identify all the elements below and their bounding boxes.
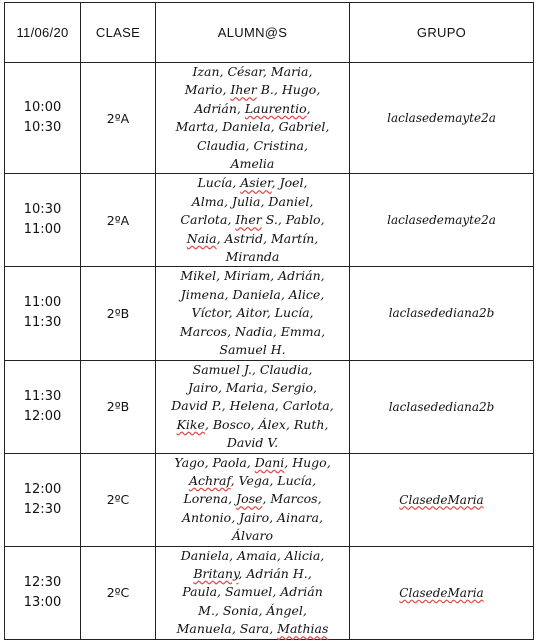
flagged-name: Asier <box>240 175 272 191</box>
table-row <box>5 267 534 360</box>
time-end: 11:00 <box>23 222 62 238</box>
student-names-text: , Joel, <box>271 175 308 191</box>
student-names-text: S., Pablo, <box>261 212 325 228</box>
table-row <box>5 174 534 267</box>
grupo-name: ClasedeMaria <box>399 492 484 507</box>
header-row <box>5 3 534 63</box>
flagged-name: Kike <box>176 416 205 432</box>
header-grupo: GRUPO <box>350 3 534 63</box>
student-names-text: Yago, Paola, <box>174 454 255 470</box>
grupo-cell <box>350 267 534 360</box>
student-names-text: David V. <box>226 435 279 451</box>
table-row <box>5 546 534 639</box>
flagged-name: Naia <box>186 230 217 246</box>
student-names-text: Mario, <box>184 82 231 98</box>
clase-cell: 2ºA <box>81 174 156 267</box>
clase-cell: 2ºC <box>81 546 156 639</box>
clase-cell: 2ºC <box>81 453 156 546</box>
student-names-text: Adrián, <box>194 100 245 116</box>
student-names-text: B., Hugo, <box>256 82 321 98</box>
table-row <box>5 63 534 174</box>
grupo-name: laclasedemayte2a <box>387 213 496 228</box>
alumnos-cell <box>156 267 350 360</box>
student-names-text: Lorena, <box>183 491 237 507</box>
time-start: 12:30 <box>23 574 62 590</box>
header-alumnos: ALUMN@S <box>156 3 350 63</box>
clase-cell: 2ºB <box>81 360 156 453</box>
student-names-text: Víctor, Aitor, Lucía, <box>191 305 314 321</box>
student-names-text: , Vega, Lucía, <box>230 472 317 488</box>
student-names-text: Samuel H. <box>219 342 286 358</box>
student-names-text: Paula, Samuel, Adrián <box>182 584 323 600</box>
grupo-cell <box>350 546 534 639</box>
time-cell <box>5 453 81 546</box>
student-names-text: Claudia, Cristina, <box>197 137 308 153</box>
clase-cell: 2ºB <box>81 267 156 360</box>
student-names-text: Daniela, Amaia, Alicia, <box>180 547 325 563</box>
time-start: 11:00 <box>23 295 62 311</box>
header-date: 11/06/20 <box>5 3 81 63</box>
student-names-text: Mikel, Miriam, Adrián, <box>180 268 325 284</box>
student-names-text: Marta, Daniela, Gabriel, <box>175 119 330 135</box>
grupo-cell <box>350 360 534 453</box>
student-names-text: , Hugo, <box>284 454 331 470</box>
text-cursor-mark <box>4 631 9 637</box>
time-end: 12:00 <box>23 408 62 424</box>
schedule-table <box>4 2 534 640</box>
table-row <box>5 360 534 453</box>
flagged-name: Jose <box>236 491 263 507</box>
student-names-text: Lucía, <box>197 175 241 191</box>
table-row <box>5 453 534 546</box>
student-names-text: Amelia <box>230 156 275 172</box>
flagged-name: Iher <box>230 82 257 98</box>
student-names-text: Samuel J., Claudia, <box>192 361 313 377</box>
student-names-text: Álvaro <box>231 528 274 544</box>
alumnos-cell <box>156 546 350 639</box>
student-names-text: , Bosco, Álex, Ruth, <box>204 416 329 432</box>
student-names-text: Antonio, Jairo, Ainara, <box>182 509 323 525</box>
student-names-text: M., Sonia, Ángel, <box>198 602 307 618</box>
time-start: 11:30 <box>23 388 62 404</box>
student-names-text: , <box>306 100 311 116</box>
alumnos-cell <box>156 174 350 267</box>
student-names-text: Manuela, Sara, <box>176 621 278 637</box>
grupo-cell <box>350 453 534 546</box>
time-cell <box>5 360 81 453</box>
time-start: 10:00 <box>23 100 62 116</box>
student-names-text: Jimena, Daniela, Alice, <box>180 286 325 302</box>
clase-cell: 2ºA <box>81 63 156 174</box>
time-cell <box>5 267 81 360</box>
time-end: 11:30 <box>23 315 62 331</box>
flagged-name: Britany <box>193 565 239 581</box>
flagged-name: Dani <box>254 454 285 470</box>
time-cell <box>5 174 81 267</box>
grupo-name: laclasedediana2b <box>388 399 495 414</box>
flagged-name: Laurentio <box>244 100 307 116</box>
alumnos-cell <box>156 360 350 453</box>
student-names-text: , Marcos, <box>262 491 322 507</box>
student-names-text: Miranda <box>225 249 280 265</box>
student-names-text: Marcos, Nadia, Emma, <box>179 323 326 339</box>
time-cell <box>5 63 81 174</box>
grupo-name: ClasedeMaria <box>399 585 484 600</box>
student-names-text: David P., Helena, Carlota, <box>171 398 334 414</box>
alumnos-cell <box>156 63 350 174</box>
flagged-name: Achraf <box>188 472 231 488</box>
time-end: 12:30 <box>23 501 62 517</box>
student-names-text: Jairo, Maria, Sergio, <box>188 379 317 395</box>
time-end: 10:30 <box>23 120 62 136</box>
student-names-text: , Adrián H., <box>238 565 312 581</box>
grupo-cell <box>350 174 534 267</box>
flagged-name: Mathias <box>277 621 329 637</box>
flagged-name: Iher <box>235 212 262 228</box>
student-names-text: Carlota, <box>180 212 236 228</box>
time-start: 10:30 <box>23 202 62 218</box>
time-cell <box>5 546 81 639</box>
grupo-name: laclasedemayte2a <box>387 111 496 126</box>
student-names-text: Izan, César, Maria, <box>192 64 313 79</box>
time-end: 13:00 <box>23 594 62 610</box>
header-clase: CLASE <box>81 3 156 63</box>
grupo-name: laclasedediana2b <box>388 306 495 321</box>
student-names-text: , Astrid, Martín, <box>216 230 319 246</box>
time-start: 12:00 <box>23 481 62 497</box>
student-names-text: Alma, Julia, Daniel, <box>191 193 314 209</box>
grupo-cell <box>350 63 534 174</box>
alumnos-cell <box>156 453 350 546</box>
